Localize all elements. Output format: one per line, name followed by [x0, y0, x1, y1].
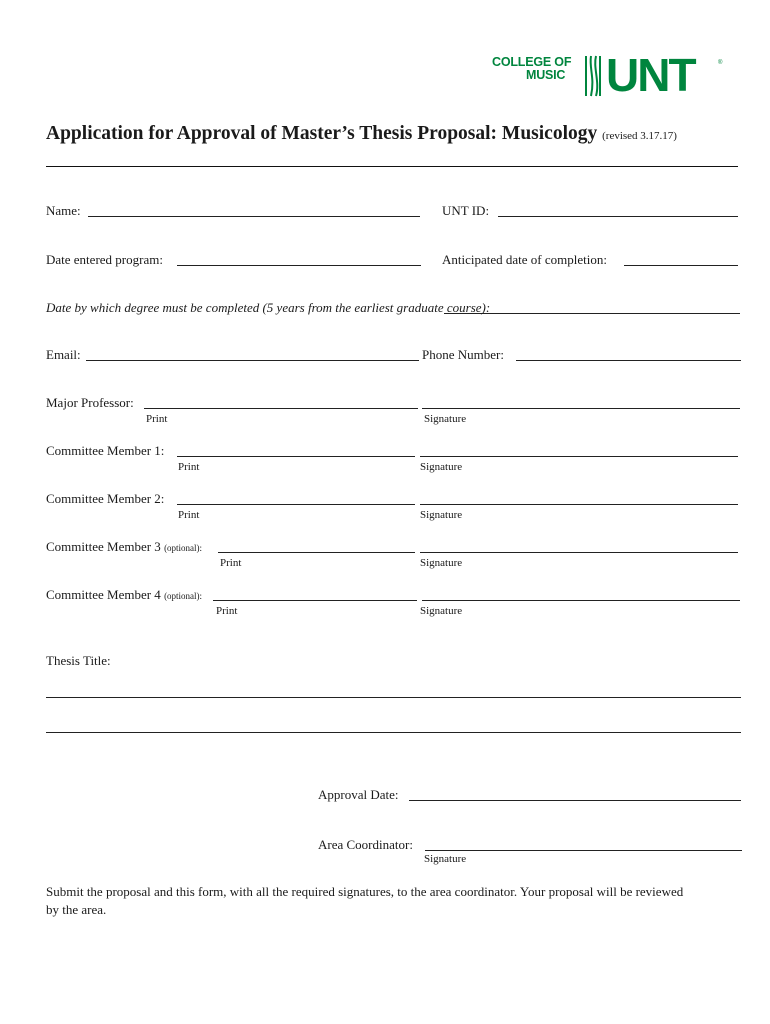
title-text: Application for Approval of Master’s Thesis Proposal: Musicology	[46, 123, 598, 144]
committee-member-4-label	[46, 587, 202, 603]
email-label: Email:	[46, 347, 81, 362]
deadline-field[interactable]	[444, 313, 740, 314]
committee-member-2-label: Committee Member 2:	[46, 491, 165, 506]
page-title	[46, 123, 677, 145]
unt-id-field[interactable]	[498, 216, 738, 217]
anticipated-date-field[interactable]	[624, 265, 738, 266]
area-coordinator-signature-field[interactable]	[425, 850, 742, 851]
committee-member-3-label	[46, 539, 202, 555]
name-field[interactable]	[88, 216, 420, 217]
committee-3-signature-field[interactable]	[420, 552, 738, 553]
signature-caption: Signature	[420, 461, 463, 473]
college-line2: MUSIC	[525, 68, 566, 82]
submit-instructions: Submit the proposal and this form, with all the required signatures, to the area coordinator. Your proposal will be reviewed	[46, 884, 684, 899]
committee-3-print-field[interactable]	[218, 552, 415, 553]
college-line1: COLLEGE OF	[492, 55, 572, 69]
print-caption: Print	[220, 557, 242, 569]
approval-date-field[interactable]	[409, 800, 741, 801]
committee-4-text: Committee Member 4	[46, 587, 161, 602]
date-entered-field[interactable]	[177, 265, 421, 266]
major-professor-print-field[interactable]	[144, 408, 418, 409]
signature-caption: Signature	[424, 853, 467, 865]
committee-2-signature-field[interactable]	[420, 504, 738, 505]
music-strings-icon	[583, 54, 603, 98]
committee-1-signature-field[interactable]	[420, 456, 738, 457]
college-of-music-text	[492, 56, 571, 82]
area-coordinator-label: Area Coordinator:	[318, 837, 413, 852]
committee-4-signature-field[interactable]	[422, 600, 740, 601]
optional-note: (optional):	[164, 543, 203, 553]
revision-note: (revised 3.17.17)	[602, 130, 677, 142]
unt-wordmark: UNT	[606, 49, 695, 101]
phone-field[interactable]	[516, 360, 741, 361]
committee-3-text: Committee Member 3	[46, 539, 161, 554]
name-label: Name:	[46, 203, 81, 218]
optional-note: (optional):	[164, 591, 203, 601]
committee-2-print-field[interactable]	[177, 504, 415, 505]
title-rule	[46, 166, 738, 167]
date-entered-label: Date entered program:	[46, 252, 163, 267]
committee-member-1-label: Committee Member 1:	[46, 443, 165, 458]
submit-instructions-cont: by the area.	[46, 902, 107, 917]
print-caption: Print	[178, 461, 200, 473]
major-professor-label: Major Professor:	[46, 395, 134, 410]
thesis-title-line-2[interactable]	[46, 732, 741, 733]
phone-label: Phone Number:	[422, 347, 504, 362]
deadline-label: Date by which degree must be completed (5 years from the earliest graduate course):	[46, 300, 491, 315]
thesis-title-label: Thesis Title:	[46, 653, 111, 668]
anticipated-date-label: Anticipated date of completion:	[442, 252, 607, 267]
committee-4-print-field[interactable]	[213, 600, 417, 601]
email-field[interactable]	[86, 360, 419, 361]
committee-1-print-field[interactable]	[177, 456, 415, 457]
print-caption: Print	[216, 605, 238, 617]
signature-caption: Signature	[424, 413, 467, 425]
signature-caption: Signature	[420, 509, 463, 521]
print-caption: Print	[146, 413, 168, 425]
print-caption: Print	[178, 509, 200, 521]
unt-id-label: UNT ID:	[442, 203, 490, 218]
registered-mark: ®	[718, 60, 723, 66]
signature-caption: Signature	[420, 557, 463, 569]
signature-caption: Signature	[420, 605, 463, 617]
major-professor-signature-field[interactable]	[422, 408, 740, 409]
thesis-title-line-1[interactable]	[46, 697, 741, 698]
approval-date-label: Approval Date:	[318, 787, 399, 802]
